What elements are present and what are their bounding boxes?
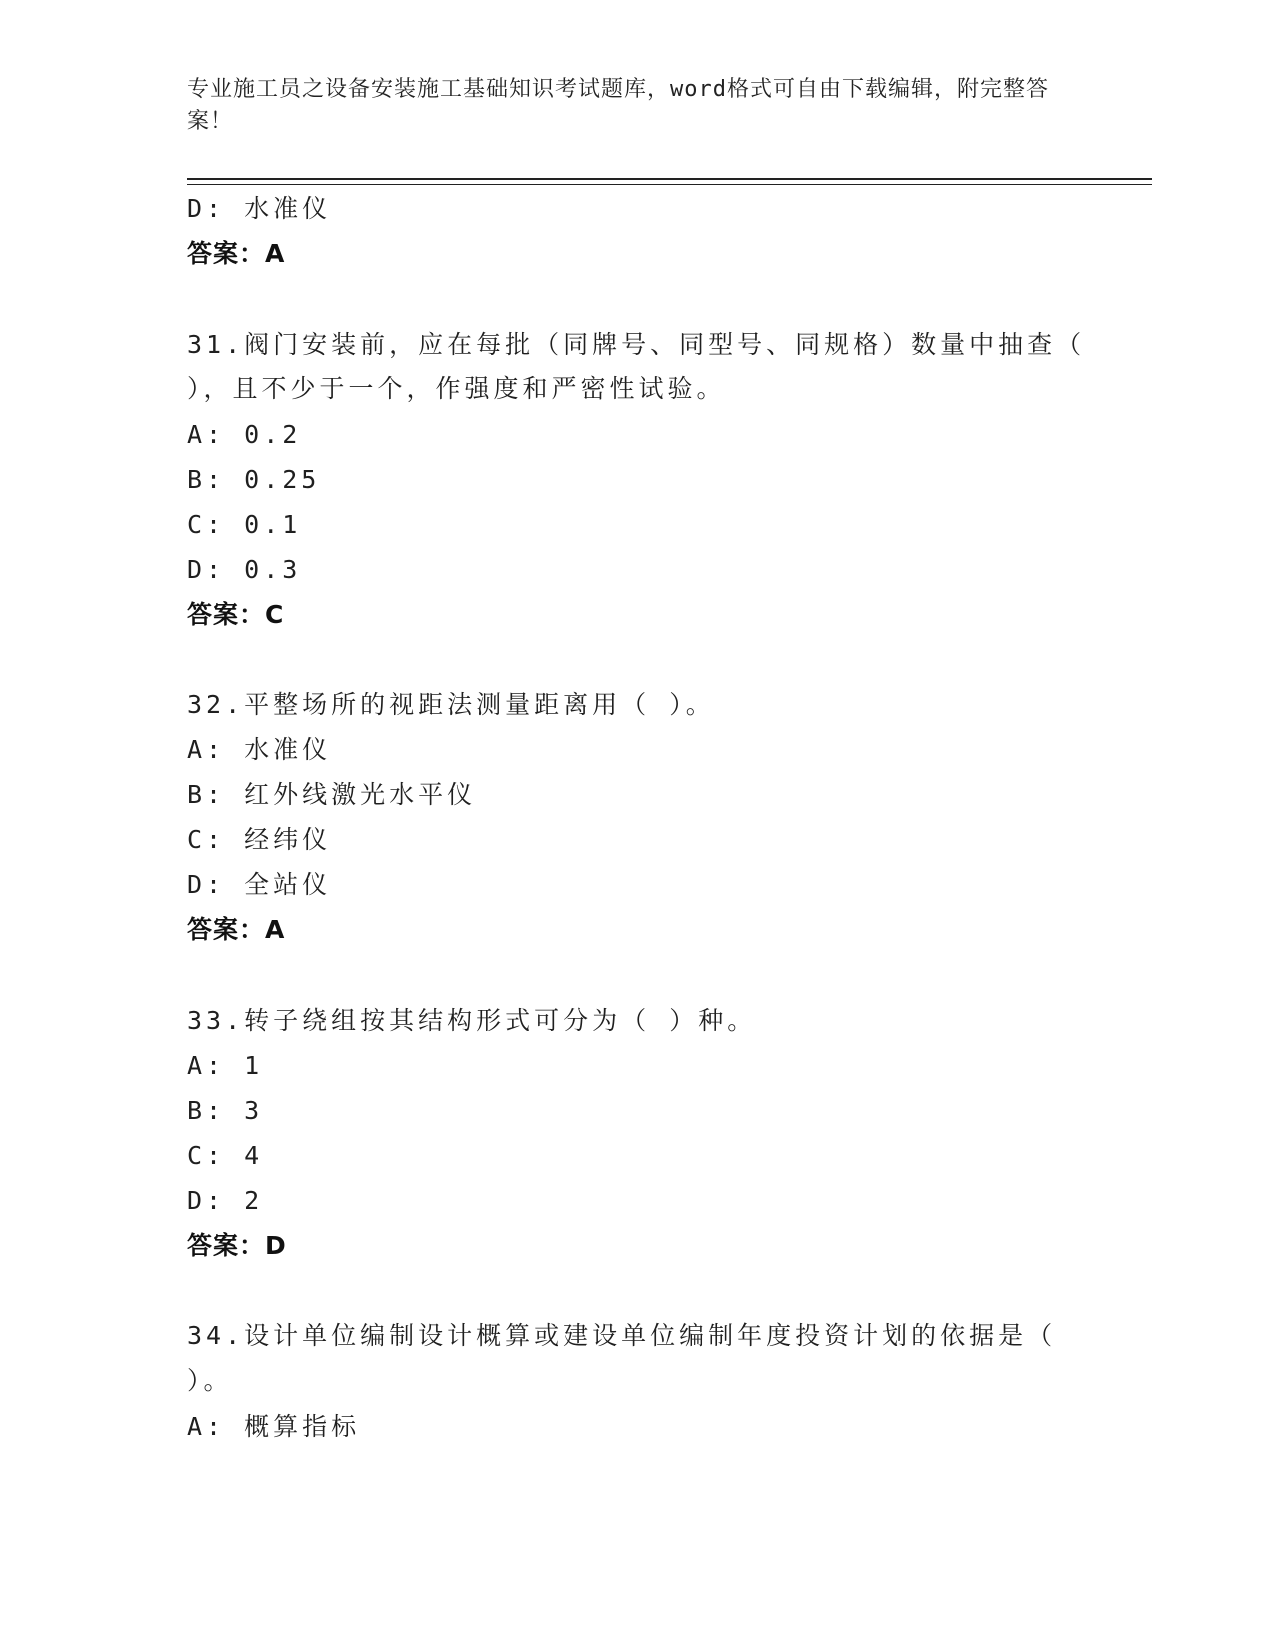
question-31-line-1: 31.阀门安装前，应在每批（同牌号、同型号、同规格）数量中抽查（ — [187, 330, 1086, 359]
question-31-option-d: D: 0.3 — [187, 555, 302, 584]
question-31-option-a: A: 0.2 — [187, 420, 302, 449]
question-34-option-a: A: 概算指标 — [187, 1412, 361, 1441]
question-33-option-c: C: 4 — [187, 1141, 264, 1170]
header-rule-thick — [187, 178, 1152, 180]
question-34-line-1: 34.设计单位编制设计概算或建设单位编制年度投资计划的依据是（ — [187, 1321, 1057, 1350]
question-31-answer: 答案：C — [187, 600, 285, 629]
answer-prev: 答案：A — [187, 239, 286, 268]
question-31-option-b: B: 0.25 — [187, 465, 321, 494]
question-33-option-b: B: 3 — [187, 1096, 264, 1125]
question-31-line-2: ），且不少于一个，作强度和严密性试验。 — [187, 374, 726, 403]
question-32-option-b: B: 红外线激光水平仪 — [187, 780, 477, 809]
question-33-option-a: A: 1 — [187, 1051, 264, 1080]
question-33-option-d: D: 2 — [187, 1186, 264, 1215]
question-32-option-d: D: 全站仪 — [187, 870, 332, 899]
question-32-answer: 答案：A — [187, 915, 286, 944]
option-d-prev: D: 水准仪 — [187, 194, 332, 223]
question-32-line-1: 32.平整场所的视距法测量距离用（ ）。 — [187, 690, 715, 719]
question-33-line-1: 33.转子绕组按其结构形式可分为（ ）种。 — [187, 1006, 757, 1035]
page-header: 专业施工员之设备安装施工基础知识考试题库，word格式可自由下载编辑，附完整答案！ — [187, 77, 1049, 134]
question-32-option-c: C: 经纬仪 — [187, 825, 332, 854]
question-31-option-c: C: 0.1 — [187, 510, 302, 539]
question-32-option-a: A: 水准仪 — [187, 735, 332, 764]
question-34-line-2: ）。 — [187, 1366, 233, 1395]
question-33-answer: 答案：D — [187, 1231, 287, 1260]
header-rule-thin — [187, 184, 1152, 185]
